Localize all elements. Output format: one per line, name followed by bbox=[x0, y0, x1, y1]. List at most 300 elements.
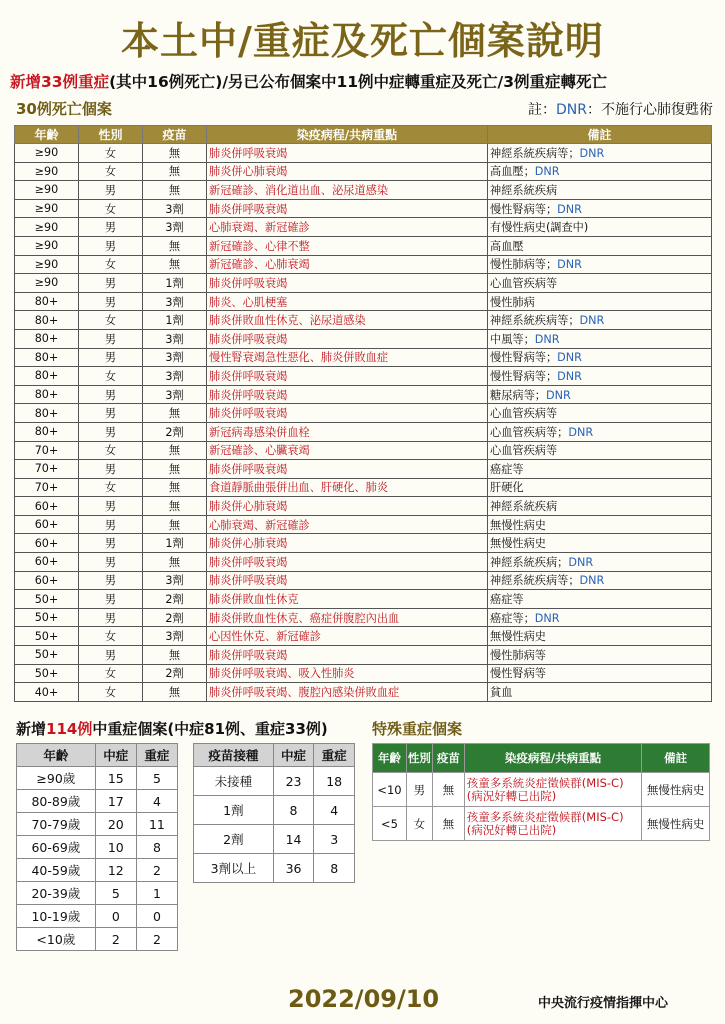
course-cell: 新冠確診、心律不整 bbox=[207, 236, 488, 255]
note-separator: ； bbox=[557, 555, 569, 569]
note-text: 癌症等 bbox=[490, 462, 524, 476]
dnr-tag: DNR bbox=[534, 611, 560, 625]
sex-cell: 女 bbox=[79, 144, 143, 163]
table-cell: 15 bbox=[95, 767, 136, 790]
note-cell bbox=[488, 460, 712, 479]
table-cell: 10-19歲 bbox=[17, 905, 96, 928]
table-row bbox=[17, 813, 178, 836]
note-separator: ； bbox=[545, 351, 558, 365]
vaccine-cell: 無 bbox=[143, 144, 207, 163]
column-header: 重症 bbox=[314, 744, 355, 767]
table-cell: 20-39歲 bbox=[17, 882, 96, 905]
age-cell: 70+ bbox=[15, 478, 79, 497]
course-cell: 肺炎併呼吸衰竭 bbox=[207, 144, 488, 163]
note-cell bbox=[488, 255, 712, 274]
table-row bbox=[15, 422, 712, 441]
sex-cell: 男 bbox=[79, 646, 143, 665]
vaccine-cell: 無 bbox=[143, 553, 207, 572]
note-cell bbox=[488, 199, 712, 218]
dnr-tag: DNR bbox=[534, 165, 560, 179]
age-cell: 80+ bbox=[15, 329, 79, 348]
age-cell: 80+ bbox=[15, 385, 79, 404]
course-cell: 肺炎併呼吸衰竭、腹腔內感染併敗血症 bbox=[207, 683, 488, 702]
table-cell: 14 bbox=[273, 825, 314, 854]
table-cell: 4 bbox=[314, 796, 355, 825]
note-cell: 無慢性病史 bbox=[642, 773, 710, 807]
age-cell: <5 bbox=[373, 807, 407, 841]
vaccine-cell: 無 bbox=[143, 497, 207, 516]
table-cell: 20 bbox=[95, 813, 136, 836]
note-text: 神經系統疾病 bbox=[490, 183, 558, 197]
note-text: 慢性肺病 bbox=[490, 295, 535, 309]
sex-cell: 男 bbox=[79, 181, 143, 200]
sex-cell: 男 bbox=[79, 571, 143, 590]
table-row bbox=[15, 553, 712, 572]
sex-cell: 男 bbox=[79, 274, 143, 293]
sex-cell: 女 bbox=[79, 199, 143, 218]
special-cases-table bbox=[372, 743, 710, 841]
table-cell: 60-69歲 bbox=[17, 836, 96, 859]
table-row bbox=[15, 515, 712, 534]
note-cell bbox=[488, 385, 712, 404]
table-cell: 5 bbox=[136, 767, 177, 790]
vaccine-cell: 2劑 bbox=[143, 422, 207, 441]
table-cell: 2 bbox=[136, 928, 177, 951]
age-cell: 80+ bbox=[15, 367, 79, 386]
table-row bbox=[15, 683, 712, 702]
note-separator: ； bbox=[545, 258, 558, 272]
age-cell: <10 bbox=[373, 773, 407, 807]
vaccine-cell: 3劑 bbox=[143, 385, 207, 404]
vaccine-cell: 無 bbox=[432, 773, 464, 807]
vaccine-cell: 3劑 bbox=[143, 627, 207, 646]
note-text: 慢性腎病等 bbox=[490, 667, 546, 681]
sex-cell: 女 bbox=[79, 255, 143, 274]
note-text: 癌症等 bbox=[490, 593, 524, 607]
note-text: 有慢性病史(調查中) bbox=[490, 221, 589, 235]
vaccine-cell: 無 bbox=[143, 181, 207, 200]
vaccine-cell: 3劑 bbox=[143, 218, 207, 237]
sex-cell: 男 bbox=[79, 236, 143, 255]
note-cell bbox=[488, 367, 712, 386]
table-cell: <10歲 bbox=[17, 928, 96, 951]
table-cell: 4 bbox=[136, 790, 177, 813]
vaccine-cell: 3劑 bbox=[143, 367, 207, 386]
column-header: 年齡 bbox=[15, 126, 79, 144]
course-cell: 肺炎併呼吸衰竭 bbox=[207, 385, 488, 404]
table-cell: 12 bbox=[95, 859, 136, 882]
course-cell: 肺炎併敗血性休克、泌尿道感染 bbox=[207, 311, 488, 330]
sex-cell: 女 bbox=[79, 162, 143, 181]
sex-cell: 男 bbox=[79, 404, 143, 423]
table-row bbox=[194, 767, 355, 796]
table-row bbox=[15, 367, 712, 386]
note-text: 無慢性病史 bbox=[490, 518, 546, 532]
page-title: 本土中/重症及死亡個案說明 bbox=[121, 19, 604, 63]
sex-cell: 男 bbox=[79, 460, 143, 479]
note-cell bbox=[488, 274, 712, 293]
column-header: 年齡 bbox=[373, 744, 407, 773]
table-row bbox=[15, 441, 712, 460]
note-cell: 無慢性病史 bbox=[642, 807, 710, 841]
note-cell bbox=[488, 329, 712, 348]
table-row bbox=[15, 385, 712, 404]
dnr-tag: DNR bbox=[579, 314, 605, 328]
vaccine-cell: 1劑 bbox=[143, 534, 207, 553]
sex-cell: 男 bbox=[79, 218, 143, 237]
note-separator: ； bbox=[523, 165, 535, 179]
note-separator: ； bbox=[568, 146, 580, 160]
note-text: 神經系統疾病等 bbox=[490, 146, 569, 160]
age-cell: 50+ bbox=[15, 608, 79, 627]
table-header-row bbox=[17, 744, 178, 767]
note-cell bbox=[488, 534, 712, 553]
note-separator: ； bbox=[534, 388, 546, 402]
vaccine-cell: 無 bbox=[143, 236, 207, 255]
note-text: 心血管疾病等 bbox=[490, 444, 558, 458]
age-cell: 60+ bbox=[15, 497, 79, 516]
table-row bbox=[15, 497, 712, 516]
note-cell bbox=[488, 348, 712, 367]
table-cell: 17 bbox=[95, 790, 136, 813]
note-separator: ； bbox=[545, 202, 558, 216]
dnr-tag: DNR bbox=[557, 258, 582, 272]
dnr-tag: DNR bbox=[545, 388, 571, 402]
course-status: (病況好轉已出院) bbox=[466, 788, 557, 803]
table-cell: 23 bbox=[273, 767, 314, 796]
age-cell: 60+ bbox=[15, 515, 79, 534]
vaccine-cell: 無 bbox=[143, 162, 207, 181]
course-cell: 肺炎、心肌梗塞 bbox=[207, 292, 488, 311]
severe-section-title: 新增114例中重症個案(中症81例、重症33例) bbox=[16, 720, 328, 738]
dnr-tag: DNR bbox=[557, 202, 582, 216]
column-header: 疫苗 bbox=[143, 126, 207, 144]
table-row bbox=[15, 144, 712, 163]
course-cell: 肺炎併敗血性休克 bbox=[207, 590, 488, 609]
table-cell: 8 bbox=[273, 796, 314, 825]
course-cell: 心肺衰竭、新冠確診 bbox=[207, 218, 488, 237]
table-row bbox=[17, 836, 178, 859]
note-cell bbox=[488, 590, 712, 609]
vaccine-cell: 3劑 bbox=[143, 571, 207, 590]
sex-cell: 男 bbox=[79, 515, 143, 534]
note-cell bbox=[488, 608, 712, 627]
sex-cell: 男 bbox=[79, 329, 143, 348]
age-cell: ≥90 bbox=[15, 144, 79, 163]
vaccine-cell: 無 bbox=[143, 460, 207, 479]
course-cell: 肺炎併呼吸衰竭 bbox=[207, 274, 488, 293]
table-cell: 1 bbox=[136, 882, 177, 905]
note-text: 無慢性病史 bbox=[490, 537, 546, 551]
note-cell bbox=[488, 478, 712, 497]
table-row bbox=[15, 571, 712, 590]
sex-cell: 男 bbox=[79, 385, 143, 404]
vaccine-cell: 2劑 bbox=[143, 590, 207, 609]
dnr-tag: DNR bbox=[534, 332, 560, 346]
course-cell: 肺炎併心肺衰竭 bbox=[207, 497, 488, 516]
course-cell: 心因性休克、新冠確診 bbox=[207, 627, 488, 646]
table-cell: 8 bbox=[136, 836, 177, 859]
age-cell: 50+ bbox=[15, 646, 79, 665]
table-row bbox=[15, 534, 712, 553]
vaccine-cell: 3劑 bbox=[143, 199, 207, 218]
dnr-tag: DNR bbox=[557, 351, 582, 365]
note-cell bbox=[488, 404, 712, 423]
age-cell: 60+ bbox=[15, 553, 79, 572]
table-row bbox=[15, 292, 712, 311]
table-row bbox=[15, 329, 712, 348]
vaccine-cell: 無 bbox=[143, 646, 207, 665]
vaccine-cell: 2劑 bbox=[143, 664, 207, 683]
note-text: 慢性腎病等 bbox=[490, 351, 546, 365]
vaccine-cell: 無 bbox=[143, 255, 207, 274]
course-line: 孩童多系統炎症徵候群(MIS-C) bbox=[466, 809, 624, 824]
note-text: 慢性肺病等 bbox=[490, 648, 546, 662]
table-row bbox=[15, 664, 712, 683]
note-text: 糖尿病等 bbox=[490, 388, 535, 402]
note-cell bbox=[488, 441, 712, 460]
vaccine-breakdown-table bbox=[193, 743, 355, 883]
table-row bbox=[15, 404, 712, 423]
table-row bbox=[17, 928, 178, 951]
note-cell bbox=[488, 683, 712, 702]
note-cell bbox=[488, 181, 712, 200]
vaccine-cell: 3劑 bbox=[143, 292, 207, 311]
vaccine-cell: 1劑 bbox=[143, 274, 207, 293]
note-text: 慢性肺病等 bbox=[490, 258, 546, 272]
sex-cell: 女 bbox=[79, 367, 143, 386]
column-header: 中症 bbox=[95, 744, 136, 767]
course-cell bbox=[464, 773, 641, 807]
vaccine-cell: 無 bbox=[143, 515, 207, 534]
table-row bbox=[15, 608, 712, 627]
age-cell: 50+ bbox=[15, 627, 79, 646]
table-row bbox=[15, 236, 712, 255]
sex-cell: 女 bbox=[79, 683, 143, 702]
age-cell: ≥90 bbox=[15, 162, 79, 181]
sex-cell: 男 bbox=[406, 773, 432, 807]
vaccine-cell: 無 bbox=[143, 683, 207, 702]
age-cell: ≥90 bbox=[15, 181, 79, 200]
table-cell: 3劑以上 bbox=[194, 854, 274, 883]
table-header-row bbox=[194, 744, 355, 767]
note-text: 肝硬化 bbox=[490, 481, 524, 495]
sex-cell: 男 bbox=[79, 348, 143, 367]
dnr-tag: DNR bbox=[568, 555, 594, 569]
vaccine-cell: 3劑 bbox=[143, 348, 207, 367]
course-cell bbox=[464, 807, 641, 841]
death-cases-table bbox=[14, 125, 712, 702]
table-row bbox=[15, 274, 712, 293]
column-header: 備註 bbox=[642, 744, 710, 773]
note-cell bbox=[488, 571, 712, 590]
organization-name: 中央流行疫情指揮中心 bbox=[538, 996, 669, 1011]
table-cell: 40-59歲 bbox=[17, 859, 96, 882]
table-row bbox=[194, 854, 355, 883]
special-section-title: 特殊重症個案 bbox=[372, 720, 463, 738]
note-cell bbox=[488, 553, 712, 572]
age-cell: 70+ bbox=[15, 441, 79, 460]
table-cell: 2劑 bbox=[194, 825, 274, 854]
note-text: 高血壓 bbox=[490, 165, 524, 179]
table-cell: 2 bbox=[136, 859, 177, 882]
course-cell: 新冠確診、心肺衰竭 bbox=[207, 255, 488, 274]
note-separator: ； bbox=[557, 425, 569, 439]
table-row bbox=[17, 767, 178, 790]
note-cell bbox=[488, 422, 712, 441]
table-row bbox=[194, 825, 355, 854]
course-cell: 肺炎併呼吸衰竭 bbox=[207, 571, 488, 590]
table-row bbox=[373, 773, 710, 807]
table-row bbox=[15, 199, 712, 218]
table-row bbox=[15, 162, 712, 181]
sex-cell: 男 bbox=[79, 553, 143, 572]
note-text: 心血管疾病等 bbox=[490, 276, 558, 290]
course-cell: 新冠病毒感染併血栓 bbox=[207, 422, 488, 441]
vaccine-cell: 3劑 bbox=[143, 329, 207, 348]
course-cell: 肺炎併心肺衰竭 bbox=[207, 162, 488, 181]
vaccine-cell: 2劑 bbox=[143, 608, 207, 627]
column-header: 重症 bbox=[136, 744, 177, 767]
note-text: 慢性腎病等 bbox=[490, 202, 546, 216]
table-cell: ≥90歲 bbox=[17, 767, 96, 790]
column-header: 染疫病程/共病重點 bbox=[464, 744, 641, 773]
sex-cell: 男 bbox=[79, 590, 143, 609]
note-cell bbox=[488, 144, 712, 163]
table-row bbox=[15, 348, 712, 367]
note-separator: ； bbox=[568, 314, 580, 328]
sex-cell: 女 bbox=[79, 478, 143, 497]
note-cell bbox=[488, 664, 712, 683]
table-cell: 10 bbox=[95, 836, 136, 859]
table-row bbox=[17, 790, 178, 813]
note-text: 心血管疾病等 bbox=[490, 425, 558, 439]
vaccine-cell: 無 bbox=[143, 478, 207, 497]
course-cell: 肺炎併敗血性休克、癌症併腹腔內出血 bbox=[207, 608, 488, 627]
note-text: 神經系統疾病等 bbox=[490, 314, 569, 328]
note-cell bbox=[488, 292, 712, 311]
age-cell: 80+ bbox=[15, 348, 79, 367]
age-cell: ≥90 bbox=[15, 255, 79, 274]
table-row bbox=[15, 646, 712, 665]
table-cell: 0 bbox=[136, 905, 177, 928]
age-cell: ≥90 bbox=[15, 218, 79, 237]
table-cell: 36 bbox=[273, 854, 314, 883]
course-status: (病況好轉已出院) bbox=[466, 822, 557, 837]
course-cell: 肺炎併呼吸衰竭 bbox=[207, 646, 488, 665]
table-row bbox=[17, 859, 178, 882]
course-cell: 肺炎併呼吸衰竭 bbox=[207, 460, 488, 479]
table-header-row bbox=[373, 744, 710, 773]
age-cell: 80+ bbox=[15, 292, 79, 311]
note-cell bbox=[488, 497, 712, 516]
table-row bbox=[17, 905, 178, 928]
age-breakdown-table bbox=[16, 743, 178, 951]
sex-cell: 男 bbox=[79, 422, 143, 441]
age-cell: ≥90 bbox=[15, 274, 79, 293]
note-separator: ； bbox=[545, 369, 558, 383]
note-text: 癌症等 bbox=[490, 611, 524, 625]
note-cell bbox=[488, 646, 712, 665]
course-cell: 肺炎併呼吸衰竭 bbox=[207, 553, 488, 572]
course-cell: 肺炎併呼吸衰竭、吸入性肺炎 bbox=[207, 664, 488, 683]
course-cell: 食道靜脈曲張併出血、肝硬化、肺炎 bbox=[207, 478, 488, 497]
table-row bbox=[15, 590, 712, 609]
age-cell: 80+ bbox=[15, 422, 79, 441]
note-text: 心血管疾病等 bbox=[490, 407, 558, 421]
table-row bbox=[15, 218, 712, 237]
column-header: 染疫病程/共病重點 bbox=[207, 126, 488, 144]
age-cell: 60+ bbox=[15, 571, 79, 590]
sex-cell: 女 bbox=[406, 807, 432, 841]
subtitle bbox=[10, 70, 722, 92]
vaccine-cell: 1劑 bbox=[143, 311, 207, 330]
age-cell: 60+ bbox=[15, 534, 79, 553]
course-cell: 新冠確診、心臟衰竭 bbox=[207, 441, 488, 460]
column-header: 備註 bbox=[488, 126, 712, 144]
dnr-tag: DNR bbox=[557, 369, 582, 383]
note-text: 高血壓 bbox=[490, 239, 524, 253]
age-cell: 50+ bbox=[15, 590, 79, 609]
table-cell: 18 bbox=[314, 767, 355, 796]
table-row bbox=[15, 478, 712, 497]
report-date: 2022/09/10 bbox=[288, 985, 440, 1013]
course-cell: 心肺衰竭、新冠確診 bbox=[207, 515, 488, 534]
table-row bbox=[373, 807, 710, 841]
note-cell bbox=[488, 236, 712, 255]
age-cell: 80+ bbox=[15, 311, 79, 330]
note-cell bbox=[488, 311, 712, 330]
column-header: 中症 bbox=[273, 744, 314, 767]
vaccine-cell: 無 bbox=[143, 441, 207, 460]
sex-cell: 女 bbox=[79, 627, 143, 646]
table-row bbox=[15, 627, 712, 646]
sex-cell: 女 bbox=[79, 441, 143, 460]
subtitle-rest: (其中16例死亡)/另已公布個案中11例中症轉重症及死亡/3例重症轉死亡 bbox=[109, 73, 607, 91]
note-text: 神經系統疾病 bbox=[490, 555, 558, 569]
course-cell: 肺炎併呼吸衰竭 bbox=[207, 199, 488, 218]
dnr-tag: DNR bbox=[579, 574, 605, 588]
column-header: 疫苗 bbox=[432, 744, 464, 773]
table-cell: 3 bbox=[314, 825, 355, 854]
dnr-tag: DNR bbox=[568, 425, 594, 439]
note-text: 神經系統疾病等 bbox=[490, 574, 569, 588]
sex-cell: 女 bbox=[79, 311, 143, 330]
course-cell: 肺炎併呼吸衰竭 bbox=[207, 367, 488, 386]
note-cell bbox=[488, 218, 712, 237]
table-cell: 1劑 bbox=[194, 796, 274, 825]
course-cell: 肺炎併呼吸衰竭 bbox=[207, 329, 488, 348]
course-cell: 慢性腎衰竭急性惡化、肺炎併敗血症 bbox=[207, 348, 488, 367]
sex-cell: 男 bbox=[79, 608, 143, 627]
table-row bbox=[17, 882, 178, 905]
note-cell bbox=[488, 627, 712, 646]
table-cell: 未接種 bbox=[194, 767, 274, 796]
table-row bbox=[15, 181, 712, 200]
table-cell: 2 bbox=[95, 928, 136, 951]
age-cell: 40+ bbox=[15, 683, 79, 702]
age-cell: ≥90 bbox=[15, 236, 79, 255]
note-text: 神經系統疾病 bbox=[490, 500, 558, 514]
course-cell: 新冠確診、消化道出血、泌尿道感染 bbox=[207, 181, 488, 200]
age-cell: ≥90 bbox=[15, 199, 79, 218]
table-cell: 70-79歲 bbox=[17, 813, 96, 836]
table-cell: 8 bbox=[314, 854, 355, 883]
course-cell: 肺炎併呼吸衰竭 bbox=[207, 404, 488, 423]
vaccine-cell: 無 bbox=[143, 404, 207, 423]
course-line: 孩童多系統炎症徵候群(MIS-C) bbox=[466, 775, 624, 790]
vaccine-cell: 無 bbox=[432, 807, 464, 841]
